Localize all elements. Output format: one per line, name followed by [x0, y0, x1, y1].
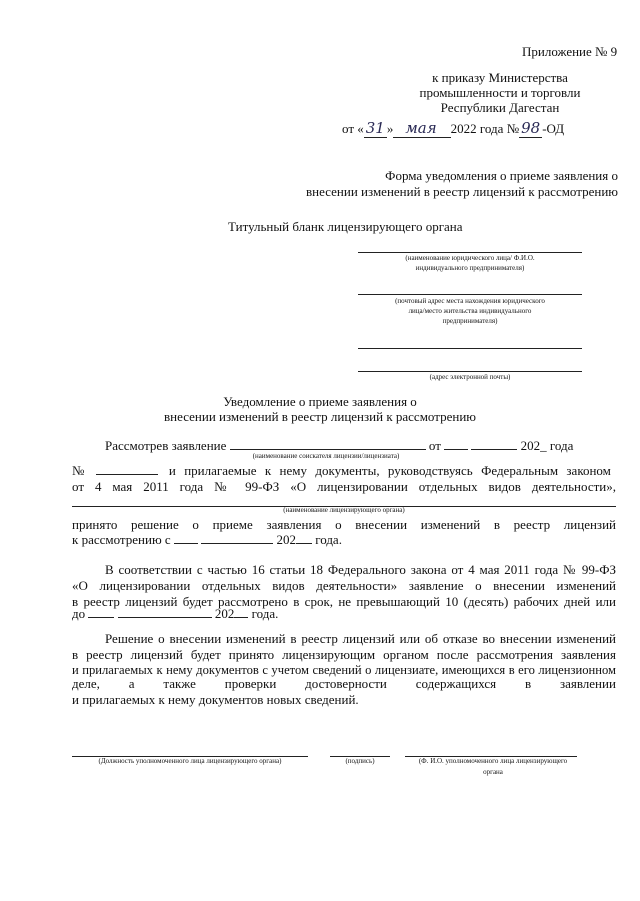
order-line-2: промышленности и торговли: [419, 85, 581, 100]
recipient-name-line: [358, 252, 582, 253]
order-month: мая: [393, 119, 450, 138]
p1-start-day-field: [174, 532, 198, 544]
p1-month-field: [471, 438, 517, 450]
position-caption: (Должность уполномоченного лица лицензирующего органа): [98, 757, 282, 765]
order-day: 31: [365, 119, 385, 137]
recipient-address-caption-3: предпринимателя): [442, 317, 498, 325]
p2-line-4-end: года.: [251, 606, 279, 621]
p3-line-2: в реестр лицензий будет принято лицензирующим органом после рассмотрения заявления: [72, 647, 616, 662]
notice-title-line-2: внесении изменений в реестр лицензий к рассмотрению: [164, 409, 476, 424]
order-line-1: к приказу Министерства: [432, 70, 568, 85]
sign-caption: (подпись): [345, 757, 375, 765]
p3-word-7: в: [524, 676, 532, 691]
p2-day-field: [88, 606, 114, 618]
applicant-name-field: [230, 438, 426, 450]
p2-month-field: [118, 606, 212, 618]
recipient-email-line: [358, 371, 582, 372]
p3-word-8: заявлении: [559, 676, 616, 691]
p3-word-4: проверки: [224, 676, 277, 691]
licensing-authority-caption: (наименование лицензирующего органа): [283, 506, 405, 514]
p3-word-6: содержащихся: [415, 676, 497, 691]
recipient-email-caption: (адрес электронной почты): [429, 373, 511, 381]
order-line-3: Республики Дагестан: [440, 100, 560, 115]
applicant-name-caption: (наименование соискателя лицензии/лицензиата): [252, 452, 400, 460]
p1-year: 202_ года: [520, 438, 574, 453]
p2-line-4-start: до: [72, 606, 86, 621]
p3-line-4: [72, 676, 616, 691]
p2-line-3: в реестр лицензий будет рассмотрено в срок, не превышающий 10 (десять) рабочих дней или: [72, 594, 616, 609]
recipient-address-caption-1: (почтовый адрес места нахождения юридического: [395, 297, 545, 305]
p1-day-field: [444, 438, 468, 450]
p1-line-3: от 4 мая 2011 года № 99-ФЗ «О лицензировании отдельных видов деятельности»,: [72, 479, 616, 494]
form-title-line-1: Форма уведомления о приеме заявления о: [385, 168, 618, 183]
p1-line-5-end: года.: [315, 532, 342, 547]
p3-line-3: и прилагаемых к нему документов с учетом сведений о лицензиате, имеющихся в его лицензионном: [72, 663, 616, 677]
recipient-name-caption-2: индивидуального предпринимателя): [415, 264, 525, 272]
fio-caption-2: органа: [483, 768, 503, 776]
p2-line-1: В соответствии с частью 16 статьи 18 Федерального закона от 4 мая 2011 года № 99-ФЗ: [105, 562, 616, 577]
p1-line-4: принято решение о приеме заявления о внесении изменений в реестр лицензий: [72, 517, 616, 532]
p1-line-5: [72, 532, 616, 547]
p1-line-2: [72, 463, 616, 478]
p1-no: №: [72, 463, 85, 478]
p3-line-1: Решение о внесении изменений в реестр лицензий или об отказе во внесении изменений: [105, 631, 616, 646]
p3-word-3: также: [163, 676, 196, 691]
p1-line-5-start: к рассмотрению с: [72, 532, 171, 547]
recipient-extra-line: [358, 348, 582, 349]
form-title-line-2: внесении изменений в реестр лицензий к рассмотрению: [306, 184, 618, 199]
p2-year-field: [234, 606, 248, 618]
order-mid: »: [386, 121, 394, 136]
p3-line-5: и прилагаемых к нему документов новых сведений.: [72, 692, 359, 707]
fio-caption-1: (Ф. И.О. уполномоченного лица лицензирующего: [418, 757, 568, 765]
recipient-address-caption-2: лица/место жительства индивидуального: [408, 307, 532, 315]
p1-start: Рассмотрев заявление: [105, 438, 227, 453]
order-number: 98: [521, 119, 541, 137]
recipient-address-line: [358, 294, 582, 295]
p3-word-5: достоверности: [305, 676, 387, 691]
p1-start-year-field: [296, 532, 312, 544]
order-suffix: -ОД: [542, 121, 565, 136]
p1-line-1: [105, 438, 625, 453]
order-prefix: от «: [342, 121, 364, 136]
p1-from: от: [428, 438, 441, 453]
appendix-number: Приложение № 9: [522, 44, 618, 59]
p1-start-month-field: [201, 532, 273, 544]
recipient-name-caption-1: (наименование юридического лица/ Ф.И.О.: [405, 254, 535, 262]
p1-line-5-year: 202: [276, 532, 296, 547]
p2-line-4-year: 202: [214, 606, 235, 621]
p2-line-2: «О лицензировании отдельных видов деятельности» заявление о внесении изменений: [72, 578, 616, 593]
p2-line-4: [72, 606, 616, 621]
order-date-line: [342, 121, 632, 136]
title-blank-label: Титульный бланк лицензирующего органа: [228, 219, 463, 234]
notice-title-line-1: Уведомление о приеме заявления о: [223, 394, 417, 409]
p1-line-2-text: и прилагаемые к нему документы, руководствуясь Федеральным законом: [168, 463, 611, 478]
p3-word-1: деле,: [72, 676, 100, 691]
order-year: 2022 года №: [450, 121, 520, 136]
p3-word-2: а: [128, 676, 135, 691]
p1-number-field: [96, 463, 158, 475]
